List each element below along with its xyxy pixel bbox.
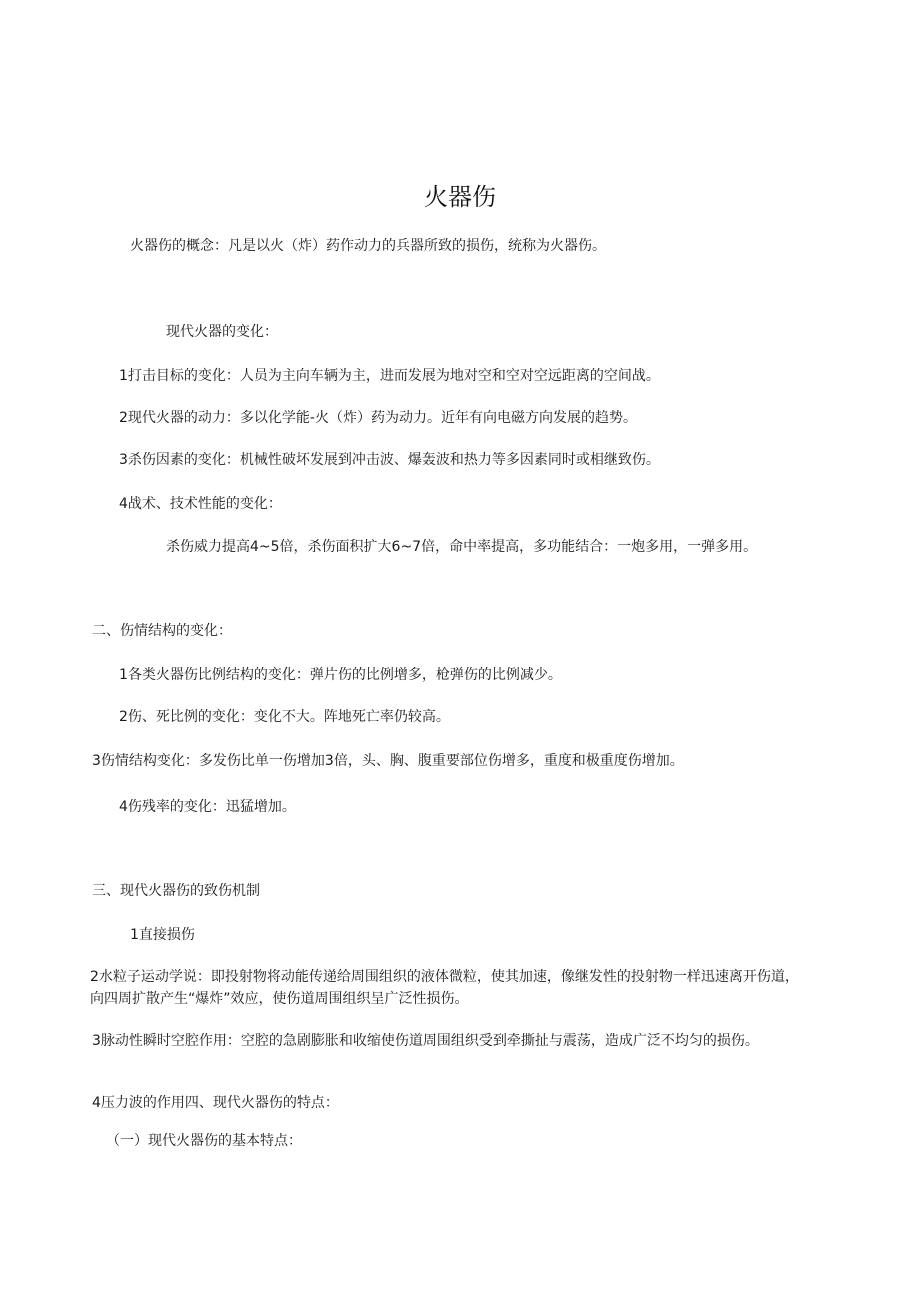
list-item: 3伤情结构变化：多发伤比单一伤增加3倍，头、胸、腹重要部位伤增多，重度和极重度伤增加。 — [92, 753, 684, 769]
list-item: 1直接损伤 — [130, 927, 195, 943]
section-heading-injury-mechanism: 三、现代火器伤的致伤机制 — [92, 883, 260, 899]
list-item: 3脉动性瞬时空腔作用：空腔的急剧膨胀和收缩使伤道周围组织受到牵撕扯与震荡，造成广泛不均匀的损伤。 — [92, 1033, 759, 1049]
section-heading-injury-structure: 二、伤情结构的变化： — [92, 623, 232, 639]
concept-paragraph: 火器伤的概念：凡是以火（炸）药作动力的兵器所致的损伤，统称为火器伤。 — [130, 238, 606, 254]
list-item: 4压力波的作用四、现代火器伤的特点： — [92, 1095, 339, 1111]
list-item: 2现代火器的动力：多以化学能-火（炸）药为动力。近年有向电磁方向发展的趋势。 — [119, 410, 637, 426]
page-title: 火器伤 — [424, 183, 496, 211]
list-item: 2水粒子运动学说：即投射物将动能传递给周围组织的液体微粒，使其加速，像继发性的投射物一样迅速离开伤道，向四周扩散产生“爆炸”效应，使伤道周围组织呈广泛性损伤。 — [90, 969, 799, 1007]
subsection-heading: （一）现代火器伤的基本特点： — [106, 1133, 302, 1149]
list-item: 2伤、死比例的变化：变化不大。阵地死亡率仍较高。 — [119, 709, 450, 725]
tactical-detail-paragraph: 杀伤威力提高4~5倍，杀伤面积扩大6~7倍，命中率提高，多功能结合：一炮多用，一弹多用。 — [166, 539, 758, 555]
list-item: 4战术、技术性能的变化： — [119, 496, 282, 512]
list-item: 3杀伤因素的变化：机械性破坏发展到冲击波、爆轰波和热力等多因素同时或相继致伤。 — [119, 452, 660, 468]
list-item: 4伤残率的变化：迅猛增加。 — [119, 799, 296, 815]
list-item: 1打击目标的变化：人员为主向车辆为主，进而发展为地对空和空对空远距离的空间战。 — [119, 368, 660, 384]
list-item: 1各类火器伤比例结构的变化：弹片伤的比例增多，枪弹伤的比例减少。 — [119, 667, 562, 683]
section-heading-firearm-changes: 现代火器的变化： — [166, 324, 278, 340]
